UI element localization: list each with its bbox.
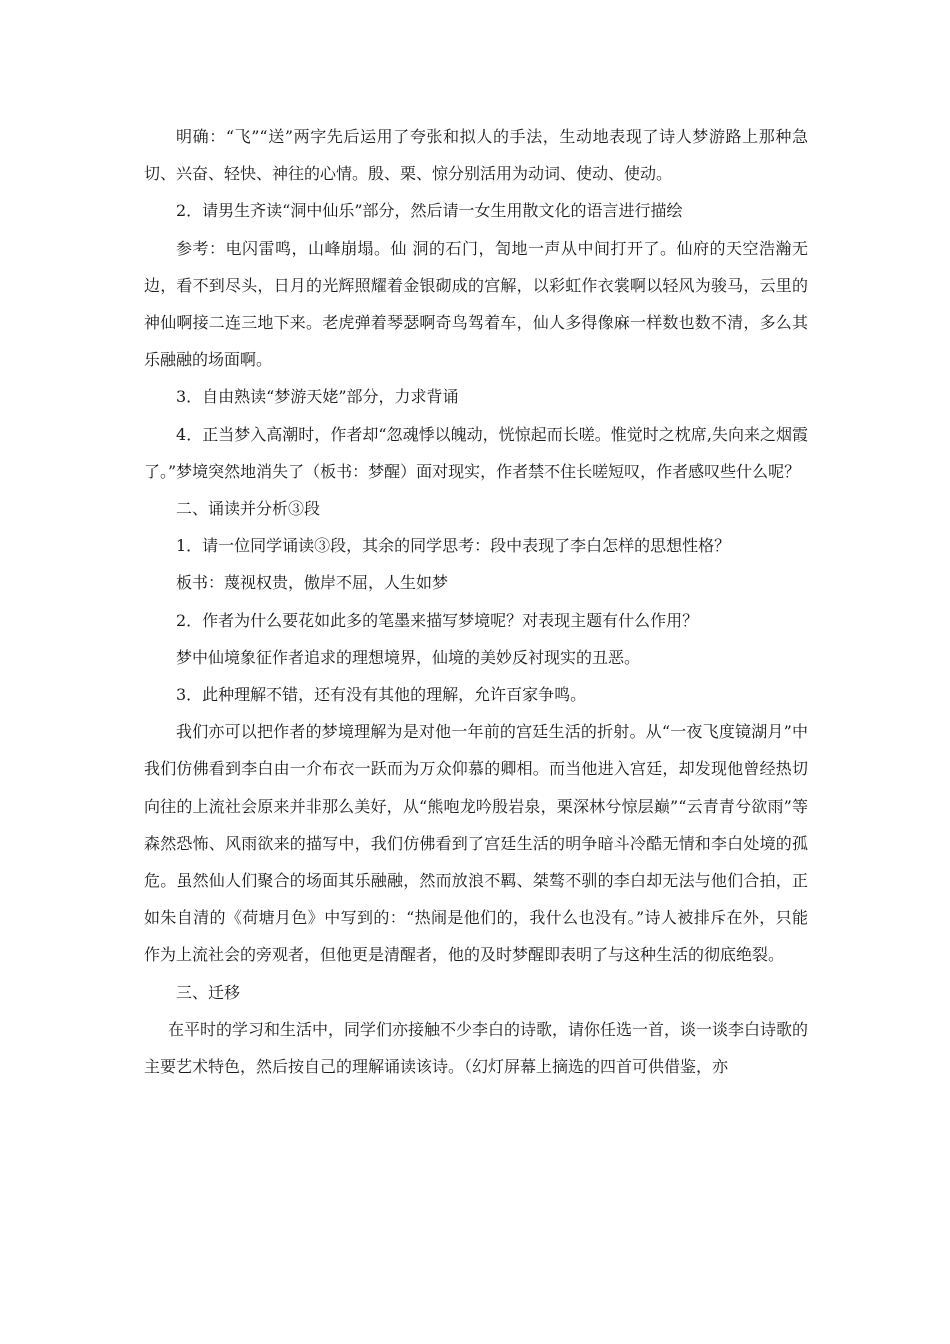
paragraph-task-4: 4．正当梦入高潮时，作者却“忽魂悸以魄动，恍惊起而长嗟。惟觉时之枕席,失向来之烟霞了。”梦境突然地消失了（板书：梦醒）面对现实，作者禁不住长嗟短叹，作者感叹些什么呢？ [144,424,808,481]
paragraph-analysis: 我们亦可以把作者的梦境理解为是对他一年前的宫廷生活的折射。从“一夜飞度镜湖月”中我们仿佛看到李白由一介布衣一跃而为万众仰慕的卿相。而当他进入宫廷，却发现他曾经热切向往的上流社会原来并非那么美好，从“熊咆龙吟殷岩泉，栗深林兮惊层巅”“云青青兮欲雨”等森然恐怖、风雨欲来的描写中，我们仿佛看到了宫廷生活的明争暗斗冷酷无情和李白处境的孤危。虽然仙人们聚合的场面其乐融融，然而放浪不羁、桀骜不驯的李白却无法与他们合拍，正如朱自清的《荷塘月色》中写到的：“热闹是他们的，我什么也没有。”诗人被排斥在外，只能作为上流社会的旁观者，但他更是清醒者，他的及时梦醒即表明了与这种生活的彻底绝裂。 [144,722,808,965]
document-body [144,118,808,1085]
section-heading-3: 三、迁移 [176,982,241,1002]
paragraph-question-1: 1．请一位同学诵读③段，其余的同学思考：段中表现了李白怎样的思想性格？ [176,536,731,556]
paragraph-question-2: 2．作者为什么要花如此多的笔墨来描写梦境呢？对表现主题有什么作用？ [176,610,699,630]
section-heading-2: 二、诵读并分析③段 [176,499,321,519]
paragraph-answer-2: 梦中仙境象征作者追求的理想境界，仙境的美妙反衬现实的丑恶。 [176,647,641,667]
paragraph-board-notes: 板书：蔑视权贵，傲岸不屈，人生如梦 [176,573,449,593]
paragraph-mingque: 明确：“飞”“送”两字先后运用了夸张和拟人的手法，生动地表现了诗人梦游路上那种急切、兴奋、轻快、神往的心情。殷、栗、惊分别活用为动词、使动、使动。 [144,127,808,184]
paragraph-task-3: 3．自由熟读“梦游天姥”部分，力求背诵 [176,387,459,407]
paragraph-reference: 参考：电闪雷鸣，山峰崩塌。仙 洞的石门，訇地一声从中间打开了。仙府的天空浩瀚无边，看不到尽头，日月的光辉照耀着金银砌成的宫解，以彩虹作衣裳啊以轻风为骏马，云里的神仙啊接二连三地下来。老虎弹着琴瑟啊奇鸟驾着车，仙人多得像麻一样数也数不清，多么其乐融融的场面啊。 [144,238,808,370]
paragraph-task-2: 2．请男生齐读“洞中仙乐”部分，然后请一女生用散文化的语言进行描绘 [176,201,683,221]
paragraph-transfer: 在平时的学习和生活中，同学们亦接触不少李白的诗歌，请你任选一首，谈一谈李白诗歌的主要艺术特色，然后按自己的理解诵读该诗。（幻灯屏幕上摘选的四首可供借鉴，亦 [144,1019,809,1077]
paragraph-question-3: 3．此种理解不错，还有没有其他的理解，允许百家争鸣。 [176,685,587,705]
